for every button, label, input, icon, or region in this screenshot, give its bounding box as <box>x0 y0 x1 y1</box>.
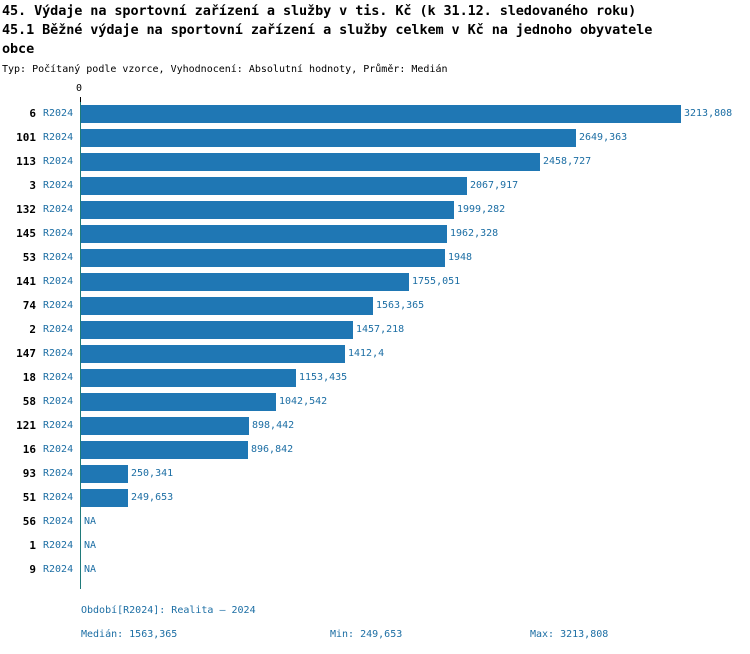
bar-value-label: NA <box>84 564 97 575</box>
row-rank: 2 <box>29 323 36 336</box>
bar-rows <box>0 102 750 582</box>
bar-value-label: NA <box>84 540 97 551</box>
row-series-label: R2024 <box>43 228 74 239</box>
row-rank: 141 <box>16 275 36 288</box>
row-series-label: R2024 <box>43 276 74 287</box>
row-rank: 93 <box>22 467 36 480</box>
bar-value-label: 3213,808 <box>684 108 733 119</box>
bar[interactable] <box>81 465 128 483</box>
row-rank: 56 <box>22 515 36 528</box>
bar-value-label: 2458,727 <box>543 156 592 167</box>
row-series-label: R2024 <box>43 156 74 167</box>
table-row[interactable] <box>0 390 750 414</box>
row-rank: 74 <box>22 299 36 312</box>
page-title-line-1: 45. Výdaje na sportovní zařízení a služby v tis. Kč (k 31.12. sledovaného roku) <box>2 3 637 19</box>
stat-max: Max: 3213,808 <box>530 629 609 640</box>
bar[interactable] <box>81 417 249 435</box>
row-rank: 3 <box>29 179 36 192</box>
row-series-label: R2024 <box>43 204 74 215</box>
bar[interactable] <box>81 105 681 123</box>
table-row[interactable] <box>0 222 750 246</box>
row-series-label: R2024 <box>43 372 74 383</box>
table-row[interactable] <box>0 198 750 222</box>
row-series-label: R2024 <box>43 108 74 119</box>
row-series-label: R2024 <box>43 252 74 263</box>
stat-median: Medián: 1563,365 <box>81 629 178 640</box>
legend-entry: Období[R2024]: Realita — 2024 <box>81 605 256 616</box>
page-title-line-3: obce <box>2 41 35 57</box>
chart-plot-area <box>0 83 750 593</box>
row-series-label: R2024 <box>43 300 74 311</box>
table-row[interactable] <box>0 486 750 510</box>
row-rank: 121 <box>16 419 36 432</box>
table-row[interactable] <box>0 270 750 294</box>
bar[interactable] <box>81 393 276 411</box>
row-series-label: R2024 <box>43 348 74 359</box>
table-row[interactable] <box>0 438 750 462</box>
chart-subtitle: Typ: Počítaný podle vzorce, Vyhodnocení: Absolutní hodnoty, Průměr: Medián <box>2 64 448 75</box>
row-series-label: R2024 <box>43 468 74 479</box>
row-series-label: R2024 <box>43 444 74 455</box>
stat-min: Min: 249,653 <box>330 629 403 640</box>
bar[interactable] <box>81 249 445 267</box>
row-rank: 145 <box>16 227 36 240</box>
bar-value-label: 1153,435 <box>299 372 348 383</box>
row-rank: 6 <box>29 107 36 120</box>
row-series-label: R2024 <box>43 324 74 335</box>
table-row[interactable] <box>0 318 750 342</box>
bar-value-label: 1412,4 <box>348 348 385 359</box>
row-rank: 58 <box>22 395 36 408</box>
bar-value-label: 898,442 <box>252 420 295 431</box>
bar-value-label: 896,842 <box>251 444 294 455</box>
row-series-label: R2024 <box>43 516 74 527</box>
table-row[interactable] <box>0 342 750 366</box>
row-rank: 1 <box>29 539 36 552</box>
bar-value-label: 2067,917 <box>470 180 519 191</box>
bar[interactable] <box>81 321 353 339</box>
bar[interactable] <box>81 441 248 459</box>
table-row[interactable] <box>0 414 750 438</box>
row-rank: 147 <box>16 347 36 360</box>
bar[interactable] <box>81 225 447 243</box>
bar-value-label: 2649,363 <box>579 132 628 143</box>
bar-value-label: 250,341 <box>131 468 174 479</box>
bar-value-label: 1962,328 <box>450 228 499 239</box>
x-axis-tick-label-0: 0 <box>76 83 83 94</box>
table-row[interactable] <box>0 558 750 582</box>
table-row[interactable] <box>0 366 750 390</box>
bar[interactable] <box>81 201 454 219</box>
bar-value-label: 1999,282 <box>457 204 506 215</box>
table-row[interactable] <box>0 294 750 318</box>
row-rank: 132 <box>16 203 36 216</box>
row-series-label: R2024 <box>43 492 74 503</box>
bar[interactable] <box>81 369 296 387</box>
chart-header <box>0 0 750 77</box>
table-row[interactable] <box>0 534 750 558</box>
row-rank: 101 <box>16 131 36 144</box>
row-series-label: R2024 <box>43 564 74 575</box>
row-series-label: R2024 <box>43 396 74 407</box>
row-rank: 9 <box>29 563 36 576</box>
bar[interactable] <box>81 297 373 315</box>
row-rank: 18 <box>22 371 36 384</box>
table-row[interactable] <box>0 246 750 270</box>
table-row[interactable] <box>0 174 750 198</box>
row-series-label: R2024 <box>43 420 74 431</box>
page-title-line-2: 45.1 Běžné výdaje na sportovní zařízení a služby celkem v Kč na jednoho obyvatele <box>2 22 653 38</box>
row-rank: 113 <box>16 155 36 168</box>
row-series-label: R2024 <box>43 540 74 551</box>
bar-value-label: NA <box>84 516 97 527</box>
bar[interactable] <box>81 153 540 171</box>
row-rank: 53 <box>22 251 36 264</box>
bar-value-label: 1042,542 <box>279 396 328 407</box>
table-row[interactable] <box>0 150 750 174</box>
row-rank: 51 <box>22 491 36 504</box>
bar-value-label: 1563,365 <box>376 300 425 311</box>
table-row[interactable] <box>0 510 750 534</box>
row-series-label: R2024 <box>43 180 74 191</box>
bar[interactable] <box>81 273 409 291</box>
bar-value-label: 249,653 <box>131 492 174 503</box>
bar[interactable] <box>81 177 467 195</box>
row-rank: 16 <box>22 443 36 456</box>
bar-value-label: 1755,051 <box>412 276 461 287</box>
bar[interactable] <box>81 129 576 147</box>
row-series-label: R2024 <box>43 132 74 143</box>
bar-value-label: 1948 <box>448 252 473 263</box>
bar[interactable] <box>81 489 128 507</box>
table-row[interactable] <box>0 126 750 150</box>
table-row[interactable] <box>0 102 750 126</box>
table-row[interactable] <box>0 462 750 486</box>
bar-value-label: 1457,218 <box>356 324 405 335</box>
bar[interactable] <box>81 345 345 363</box>
